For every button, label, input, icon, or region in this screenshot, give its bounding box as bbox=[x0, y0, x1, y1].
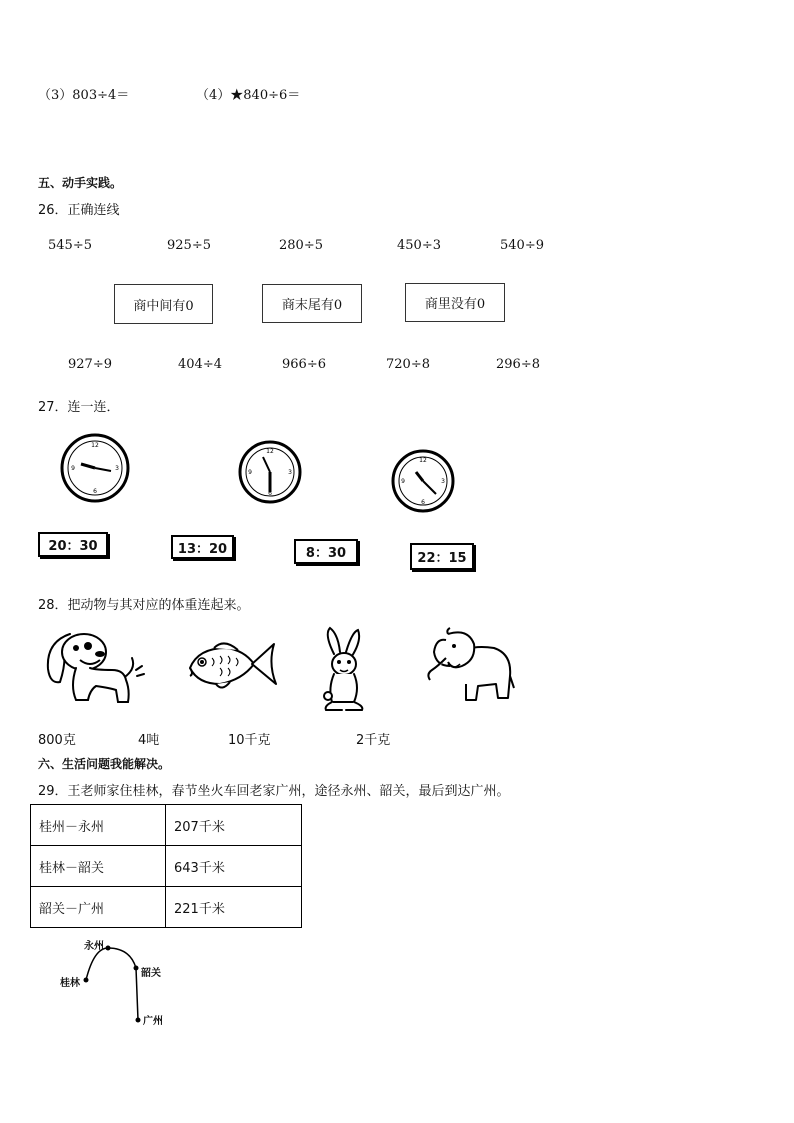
weight-label: 800克 bbox=[38, 733, 76, 748]
svg-text:9: 9 bbox=[248, 469, 252, 476]
q26-bottom-expr: 927÷9 bbox=[68, 357, 112, 372]
svg-text:6: 6 bbox=[93, 488, 97, 495]
table-row bbox=[31, 846, 302, 887]
dog-icon bbox=[40, 624, 145, 708]
digital-time-box: 8：30 bbox=[294, 539, 358, 564]
yongzhou-dot bbox=[106, 946, 111, 951]
distance-cell: 643千米 bbox=[166, 846, 302, 887]
q26-top-expr: 925÷5 bbox=[167, 238, 211, 253]
svg-text:9: 9 bbox=[71, 465, 75, 472]
svg-text:3: 3 bbox=[115, 465, 119, 472]
svg-text:12: 12 bbox=[419, 457, 427, 464]
guilin-dot bbox=[84, 978, 89, 983]
calc-q4: （4）★840÷6＝ bbox=[196, 88, 301, 103]
q26-title: 26．正确连线 bbox=[38, 203, 120, 218]
digital-time-box: 20：30 bbox=[38, 532, 108, 557]
q28-title: 28．把动物与其对应的体重连起来。 bbox=[38, 598, 250, 613]
svg-text:9: 9 bbox=[401, 478, 405, 485]
clock-icon bbox=[60, 433, 130, 503]
quotient-no-zero-box: 商里没有0 bbox=[405, 283, 505, 322]
q26-top-expr: 280÷5 bbox=[279, 238, 323, 253]
rabbit-icon bbox=[318, 626, 370, 712]
q27-title: 27．连一连． bbox=[38, 400, 120, 415]
distance-table bbox=[30, 804, 302, 928]
q26-top-expr: 450÷3 bbox=[397, 238, 441, 253]
map-label-guilin: 桂林 bbox=[60, 978, 80, 989]
guangzhou-dot bbox=[136, 1018, 141, 1023]
weight-label: 10千克 bbox=[228, 733, 271, 748]
q26-bottom-expr: 720÷8 bbox=[386, 357, 430, 372]
section-6-title: 六、生活问题我能解决。 bbox=[38, 757, 171, 771]
q26-bottom-expr: 296÷8 bbox=[496, 357, 540, 372]
q29-title: 29．王老师家住桂林，春节坐火车回老家广州，途径永州、韶关，最后到达广州。 bbox=[38, 784, 510, 799]
svg-text:6: 6 bbox=[268, 490, 272, 497]
map-label-shaoguan: 韶关 bbox=[141, 968, 161, 979]
q26-bottom-expr: 404÷4 bbox=[178, 357, 222, 372]
fish-icon bbox=[186, 638, 278, 692]
route-cell: 桂林－韶关 bbox=[31, 846, 166, 887]
route-cell: 韶关－广州 bbox=[31, 887, 166, 928]
shaoguan-dot bbox=[134, 966, 139, 971]
section-5-title: 五、动手实践。 bbox=[38, 176, 123, 190]
weight-label: 2千克 bbox=[356, 733, 391, 748]
svg-text:12: 12 bbox=[266, 448, 274, 455]
q26-bottom-expr: 966÷6 bbox=[282, 357, 326, 372]
clock-icon bbox=[390, 449, 456, 513]
q26-top-expr: 545÷5 bbox=[48, 238, 92, 253]
table-row bbox=[31, 805, 302, 846]
map-label-guangzhou: 广州 bbox=[143, 1016, 163, 1027]
svg-text:6: 6 bbox=[421, 499, 425, 506]
digital-time-box: 22：15 bbox=[410, 543, 474, 570]
quotient-end-zero-box: 商末尾有0 bbox=[262, 284, 362, 323]
digital-time-box: 13：20 bbox=[171, 535, 234, 559]
calc-q3: （3）803÷4＝ bbox=[38, 88, 130, 103]
svg-text:12: 12 bbox=[91, 442, 99, 449]
weight-label: 4吨 bbox=[138, 733, 160, 748]
svg-text:3: 3 bbox=[288, 469, 292, 476]
map-label-yongzhou: 永州 bbox=[84, 941, 104, 952]
svg-text:3: 3 bbox=[441, 478, 445, 485]
distance-cell: 221千米 bbox=[166, 887, 302, 928]
q26-top-expr: 540÷9 bbox=[500, 238, 544, 253]
route-cell: 桂州－永州 bbox=[31, 805, 166, 846]
clock-icon bbox=[238, 440, 302, 504]
quotient-middle-zero-box: 商中间有0 bbox=[114, 284, 213, 324]
table-row bbox=[31, 887, 302, 928]
distance-cell: 207千米 bbox=[166, 805, 302, 846]
elephant-icon bbox=[424, 626, 518, 706]
